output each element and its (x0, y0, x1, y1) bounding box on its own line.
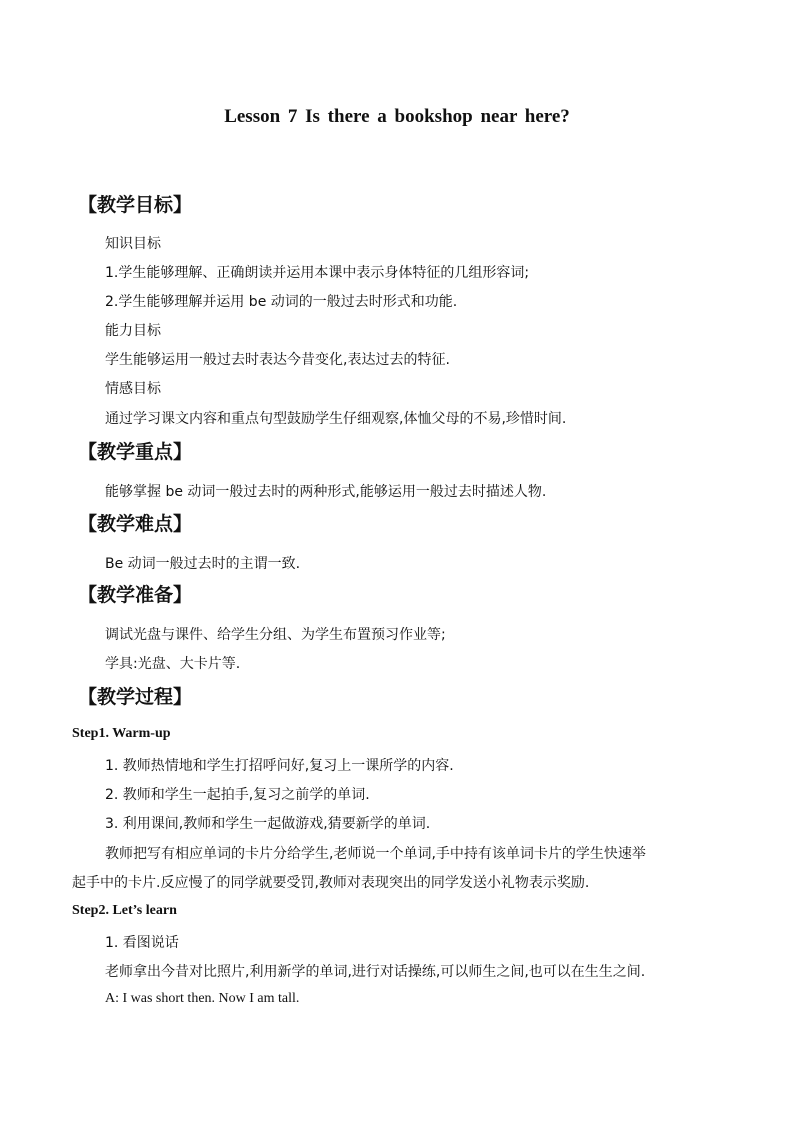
step1-item: 3. 利用课间,教师和学生一起做游戏,猜要新学的单词. (105, 816, 431, 832)
objective-line: 知识目标 (105, 236, 161, 252)
objective-line: 1.学生能够理解、正确朗读并运用本课中表示身体特征的几组形容词; (105, 265, 530, 281)
objective-line: 2.学生能够理解并运用 be 动词的一般过去时形式和功能. (105, 294, 458, 310)
heading-objectives: 【教学目标】 (78, 194, 193, 216)
objective-line: 通过学习课文内容和重点句型鼓励学生仔细观察,体恤父母的不易,珍惜时间. (105, 411, 567, 427)
preparation-line: 学具:光盘、大卡片等. (105, 656, 241, 672)
heading-difficulties: 【教学难点】 (78, 513, 193, 535)
step1-item: 1. 教师热情地和学生打招呼问好,复习上一课所学的内容. (105, 758, 454, 774)
step1-paragraph-line2: 起手中的卡片.反应慢了的同学就要受罚,教师对表现突出的同学发送小礼物表示奖励. (72, 875, 590, 891)
step2-dialog: A: I was short then. Now I am tall. (105, 991, 300, 1006)
objective-line: 情感目标 (105, 381, 161, 397)
key-point-line: 能够掌握 be 动词一般过去时的两种形式,能够运用一般过去时描述人物. (105, 484, 547, 500)
objective-line: 能力目标 (105, 323, 161, 339)
step1-item: 2. 教师和学生一起拍手,复习之前学的单词. (105, 787, 370, 803)
objective-line: 学生能够运用一般过去时表达今昔变化,表达过去的特征. (105, 352, 450, 368)
difficulty-line: Be 动词一般过去时的主谓一致. (105, 556, 301, 572)
step2-title: Step2. Let’s learn (72, 903, 177, 918)
step1-paragraph-line1: 教师把写有相应单词的卡片分给学生,老师说一个单词,手中持有该单词卡片的学生快速举 (105, 846, 646, 862)
lesson-title: Lesson 7 Is there a bookshop near here? (224, 106, 570, 127)
preparation-line: 调试光盘与课件、给学生分组、为学生布置预习作业等; (105, 627, 446, 643)
heading-preparation: 【教学准备】 (78, 584, 193, 606)
step1-title: Step1. Warm-up (72, 726, 171, 741)
step2-item: 1. 看图说话 (105, 935, 179, 951)
step2-paragraph: 老师拿出今昔对比照片,利用新学的单词,进行对话操练,可以师生之间,也可以在生生之间. (105, 964, 646, 980)
heading-key-points: 【教学重点】 (78, 441, 193, 463)
heading-process: 【教学过程】 (78, 686, 193, 708)
